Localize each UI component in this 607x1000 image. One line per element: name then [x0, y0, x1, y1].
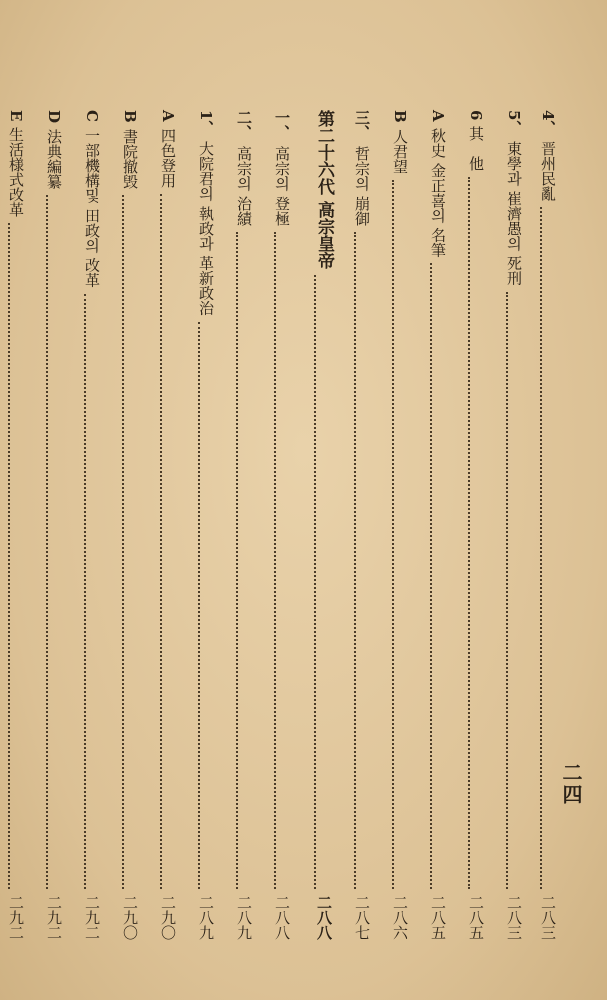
entry-title: 書院撤毁	[121, 128, 139, 189]
toc-entry	[414, 110, 448, 940]
entry-page: 二九二	[45, 895, 63, 940]
entry-marker: C	[83, 110, 101, 122]
toc-entry	[376, 110, 410, 940]
toc-entry	[258, 110, 292, 940]
leader-dots	[46, 195, 48, 889]
entry-page: 二八九	[235, 895, 253, 940]
toc-entry	[106, 110, 140, 940]
entry-page: 二九〇	[121, 895, 139, 940]
entry-page: 二八六	[391, 895, 409, 940]
entry-page: 二八五	[429, 895, 447, 940]
entry-page: 二九〇	[159, 895, 177, 940]
entry-marker: 6	[467, 110, 485, 121]
toc-entry	[220, 110, 254, 940]
chapter-heading-entry	[296, 110, 334, 940]
toc-entry	[68, 110, 102, 940]
entry-title: 人君望	[391, 128, 409, 174]
toc-entry	[490, 110, 524, 940]
entry-marker: 二、	[235, 110, 253, 140]
leader-dots	[122, 195, 124, 889]
toc-entry	[30, 110, 64, 940]
entry-marker: A	[159, 110, 177, 122]
entry-marker: 5、	[505, 110, 523, 136]
leader-dots	[8, 223, 10, 889]
entry-page: 二八八	[273, 895, 291, 940]
table-of-contents	[7, 110, 558, 950]
leader-dots	[160, 194, 162, 889]
page-number: 二四	[559, 762, 583, 806]
toc-entry	[524, 110, 558, 940]
toc-entry	[452, 110, 486, 940]
entry-title: 生活様式改革	[7, 127, 25, 218]
entry-title: 高宗의 登極	[273, 146, 291, 226]
toc-entry	[338, 110, 372, 940]
entry-page: 二九二	[83, 895, 101, 940]
entry-page: 二八八	[315, 895, 333, 940]
entry-marker: A	[429, 110, 447, 122]
entry-marker: D	[45, 110, 63, 124]
chapter-title: 高宗皇帝	[314, 201, 334, 269]
toc-entry	[144, 110, 178, 940]
leader-dots	[468, 177, 470, 889]
leader-dots	[198, 322, 200, 889]
entry-page: 二八三	[505, 895, 523, 940]
leader-dots	[236, 232, 238, 889]
leader-dots	[392, 180, 394, 889]
entry-page: 二八七	[353, 895, 371, 940]
entry-marker: 一、	[273, 110, 291, 140]
leader-dots	[314, 275, 316, 889]
entry-title: 四色登用	[159, 127, 177, 188]
chapter-marker: 第二十六代	[314, 110, 334, 195]
entry-page: 二八九	[197, 895, 215, 940]
entry-marker: B	[121, 110, 139, 123]
entry-page: 二八三	[539, 895, 557, 940]
entry-page: 二九二	[7, 895, 25, 940]
entry-marker: B	[391, 110, 409, 123]
entry-title: 其 他	[467, 126, 485, 172]
entry-title: 東學과 崔濟愚의 死刑	[505, 141, 523, 286]
entry-page: 二八五	[467, 895, 485, 940]
leader-dots	[506, 292, 508, 889]
entry-title: 法典編纂	[45, 129, 63, 190]
toc-entry	[0, 110, 26, 940]
entry-marker: 4、	[539, 110, 557, 136]
leader-dots	[354, 232, 356, 889]
entry-title: 高宗의 治績	[235, 146, 253, 226]
toc-entry	[182, 110, 216, 940]
entry-marker: E	[7, 110, 25, 122]
entry-title: 大院君의 執政과 革新政治	[197, 141, 215, 316]
entry-marker: 1、	[197, 110, 215, 136]
leader-dots	[430, 263, 432, 889]
entry-title: 哲宗의 崩御	[353, 146, 371, 226]
entry-marker: 三、	[353, 110, 371, 140]
leader-dots	[540, 207, 542, 889]
entry-title: 一部機構및 田政의 改革	[83, 127, 101, 288]
leader-dots	[274, 232, 276, 889]
entry-title: 秋史 金正喜의 名筆	[429, 127, 447, 258]
entry-title: 晋州民亂	[539, 141, 557, 202]
leader-dots	[84, 294, 86, 890]
